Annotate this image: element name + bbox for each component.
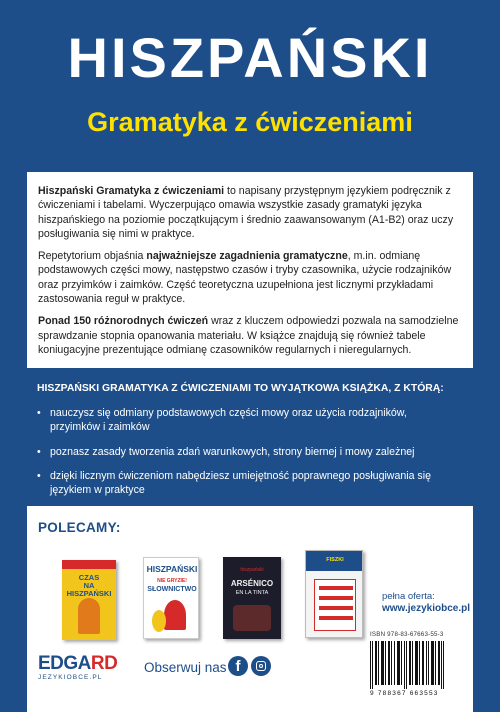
description bbox=[38, 184, 466, 365]
instagram-icon[interactable] bbox=[251, 656, 271, 676]
book-subtitle: Gramatyka z ćwiczeniami bbox=[87, 107, 413, 137]
cover-subtitle: EN LA TINTA bbox=[235, 590, 269, 596]
cover-illustration bbox=[78, 598, 100, 634]
book-title: HISZPAŃSKI bbox=[67, 26, 433, 89]
recommended-flashcards-box[interactable] bbox=[305, 550, 363, 638]
cover-subtitle: NIE GRYZIE! bbox=[157, 578, 187, 584]
cover-title bbox=[65, 574, 113, 598]
recommend-heading: POLECAMY: bbox=[38, 520, 121, 535]
bullet-icon: • bbox=[37, 469, 41, 482]
description-bold-2: najważniejsze zagadnienia gramatyczne bbox=[146, 250, 348, 263]
full-offer-label: pełna oferta: bbox=[382, 591, 435, 602]
logo-part: EDGA bbox=[38, 653, 91, 674]
cover-line: NA HISZPAŃSKI bbox=[66, 581, 112, 598]
cover-illustration bbox=[164, 600, 186, 630]
card-line bbox=[319, 586, 353, 590]
card-line bbox=[319, 596, 353, 600]
cover-title: HISZPAŃSKI bbox=[146, 564, 198, 574]
recommended-book-cover[interactable] bbox=[62, 560, 116, 640]
card-line bbox=[319, 606, 353, 610]
isbn-label: ISBN 978-83-67663-55-3 bbox=[370, 631, 444, 638]
cover-illustration bbox=[233, 605, 271, 631]
barcode-number: 9 788367 663553 bbox=[370, 690, 439, 697]
description-text-2a: Repetytorium objaśnia bbox=[38, 250, 147, 263]
feature-item bbox=[37, 406, 457, 435]
description-text-1: to napisany przystępnym językiem podręcznik z ćwiczeniami i tabelami. Wyczerpująco omawia wszystkie zasady gramatyki języka hiszpańskiego na poziomie początkującym i średnio zaawansowanym (A1-B2) oraz uczy posługiwania się nimi w praktyce. bbox=[38, 185, 454, 240]
instagram-lens bbox=[259, 664, 263, 668]
feature-text: poznasz zasady tworzenia zdań warunkowych, strony biernej i mowy zależnej bbox=[50, 445, 415, 458]
box-title: FISZKI bbox=[326, 557, 344, 563]
cover-stripe bbox=[62, 560, 116, 569]
facebook-icon[interactable]: f bbox=[228, 656, 248, 676]
description-text-2: , m.in. odmianę podstawowych części mowy, następstwo czasów i tryby czasownika, użycie rodzajników oraz przyimków i zaimków. Część teoretyczna uzupełniona jest licznymi przykładami zastosowania reguł w praktyce. bbox=[38, 250, 452, 306]
description-bold-3: Ponad 150 różnorodnych ćwiczeń bbox=[38, 315, 209, 328]
description-paragraph-2 bbox=[38, 249, 466, 306]
feature-text: nauczysz się odmiany podstawowych części mowy oraz użycia rodzajników, przyimków i zaimków bbox=[50, 407, 407, 434]
logo-subtitle: JEZYKIOBCE.PL bbox=[38, 674, 103, 681]
bullet-icon: • bbox=[37, 407, 41, 419]
cover-line: CZAS bbox=[78, 573, 100, 582]
features-title: HISZPAŃSKI GRAMATYKA Z ĆWICZENIAMI TO WYJĄTKOWA KSIĄŻKA, Z KTÓRĄ: bbox=[37, 383, 444, 394]
feature-item bbox=[37, 469, 457, 498]
recommended-book-cover[interactable] bbox=[143, 557, 199, 639]
logo-part: RD bbox=[90, 653, 118, 674]
cover-title: ARSÉNICO bbox=[230, 579, 274, 588]
edgard-logo[interactable] bbox=[38, 654, 117, 682]
barcode bbox=[370, 641, 444, 689]
cover-illustration bbox=[152, 610, 166, 632]
description-paragraph-3 bbox=[38, 314, 466, 357]
website-link[interactable]: www.jezykiobce.pl bbox=[382, 603, 470, 614]
description-bold-1: Hiszpański Gramatyka z ćwiczeniami bbox=[38, 185, 225, 197]
bullet-icon: • bbox=[37, 445, 41, 458]
description-text-3: wraz z kluczem odpowiedzi pozwala na samodzielne sprawdzanie stopnia opanowania materiału. W książce znajdują się również tabele koniugacyjne prezentujące odmianę czasowników regularnych i nieregularnych. bbox=[38, 315, 459, 356]
feature-text: dzięki licznym ćwiczeniom nabędziesz umiejętność poprawnego posługiwania się językiem w praktyce bbox=[50, 469, 431, 497]
description-paragraph-1 bbox=[38, 184, 466, 241]
logo-wordmark bbox=[38, 654, 117, 674]
cover-series: hiszpański bbox=[240, 567, 264, 573]
card-line bbox=[319, 616, 353, 620]
cover-subtitle: SŁOWNICTWO bbox=[147, 586, 197, 593]
recommended-book-cover[interactable] bbox=[223, 557, 281, 639]
feature-item bbox=[37, 445, 457, 459]
features-list bbox=[37, 406, 457, 507]
follow-us-label: Obserwuj nas bbox=[144, 660, 227, 675]
flashcards-illustration bbox=[314, 579, 356, 631]
